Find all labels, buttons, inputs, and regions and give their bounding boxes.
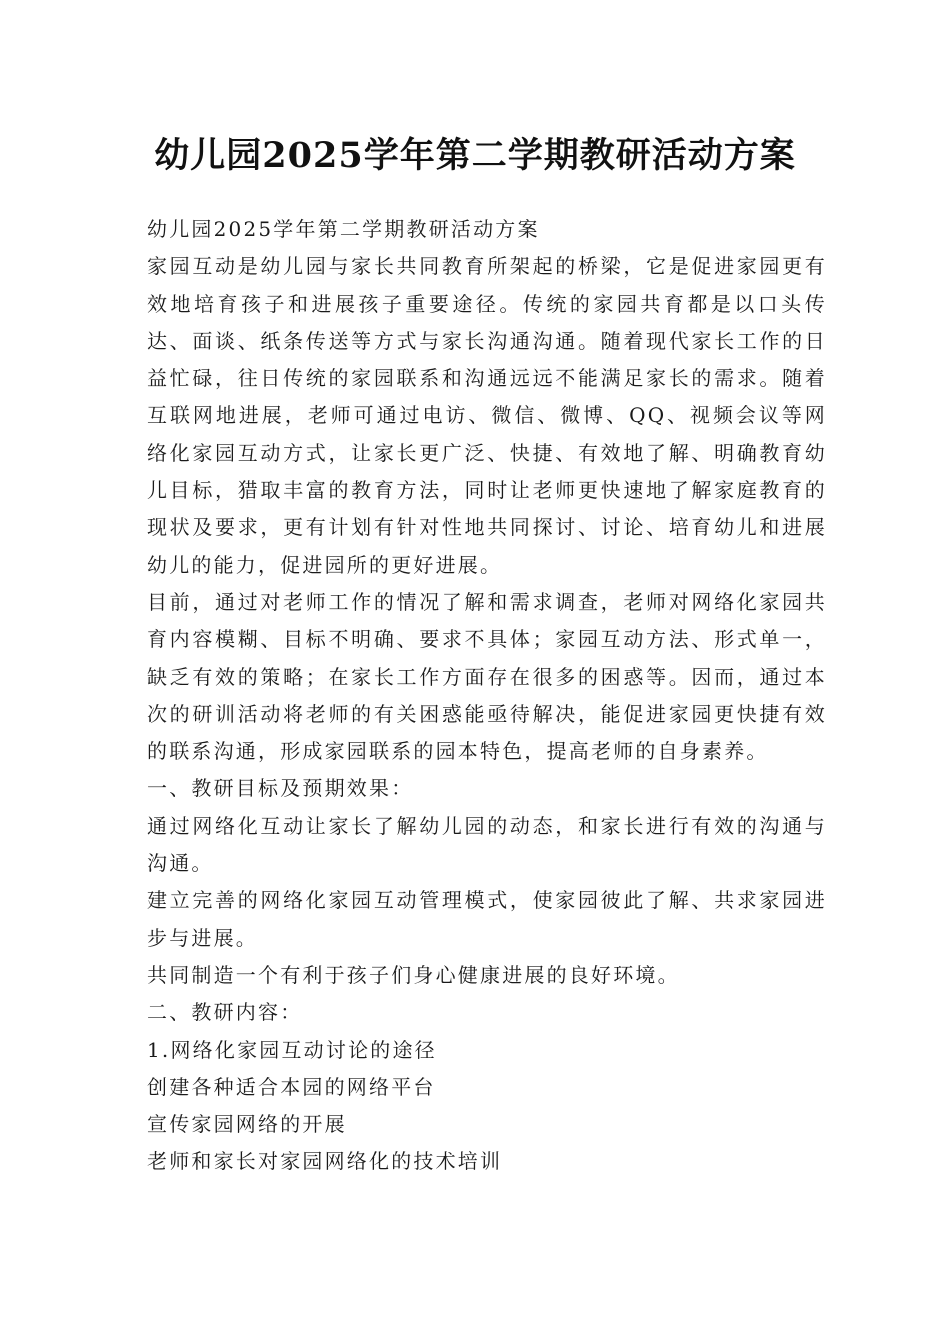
paragraph-current-situation: 目前，通过对老师工作的情况了解和需求调查，老师对网络化家园共育内容模糊、目标不明确、要求不具体；家园互动方法、形式单一，缺乏有效的策略；在家长工作方面存在很多的困惑等。因而，通过本次的研训活动将老师的有关困惑能亟待解决，能促进家园更快捷有效的联系沟通，形成家园联系的园本特色，提高老师的自身素养。: [147, 589, 827, 764]
goal-item: 建立完善的网络化家园互动管理模式，使家园彼此了解、共求家园进步与进展。: [147, 888, 827, 950]
goal-item: 通过网络化互动让家长了解幼儿园的动态，和家长进行有效的沟通与沟通。: [147, 813, 827, 876]
content-item: 老师和家长对家园网络化的技术培训: [147, 1149, 503, 1174]
document-body: [147, 211, 827, 1181]
goal-item: 共同制造一个有利于孩子们身心健康进展的良好环境。: [147, 962, 680, 987]
document-title: 幼儿园2025学年第二学期教研活动方案: [154, 135, 796, 176]
section-heading-content: 二、教研内容：: [147, 1000, 303, 1025]
paragraph-subtitle: 幼儿园2025学年第二学期教研活动方案: [147, 217, 540, 241]
content-item: 1.网络化家园互动讨论的途径: [147, 1037, 437, 1062]
content-item: 宣传家园网络的开展: [147, 1112, 347, 1137]
section-heading-goals: 一、教研目标及预期效果：: [147, 776, 414, 801]
content-item: 创建各种适合本园的网络平台: [147, 1074, 436, 1099]
paragraph-intro: 家园互动是幼儿园与家长共同教育所架起的桥梁，它是促进家园更有效地培育孩子和进展孩子重要途径。传统的家园共育都是以口头传达、面谈、纸条传送等方式与家长沟通沟通。随着现代家长工作的日益忙碌，往日传统的家园联系和沟通远远不能满足家长的需求。随着互联网地进展，老师可通过电访、微信、微博、QQ、视频会议等网络化家园互动方式，让家长更广泛、快捷、有效地了解、明确教育幼儿目标，猎取丰富的教育方法，同时让老师更快速地了解家庭教育的现状及要求，更有计划有针对性地共同探讨、讨论、培育幼儿和进展幼儿的能力，促进园所的更好进展。: [147, 254, 827, 577]
